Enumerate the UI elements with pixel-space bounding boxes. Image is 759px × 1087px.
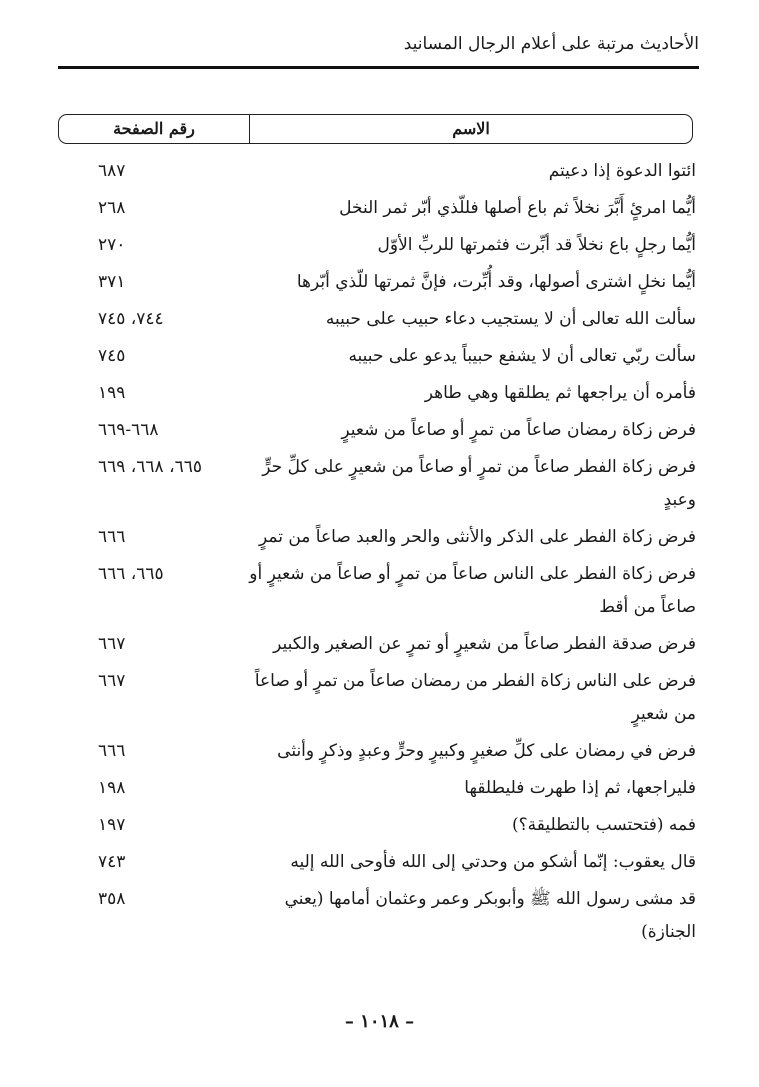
entry-pages: ٧٤٥ xyxy=(98,346,126,366)
entry-pages: ٦٦٨-٦٦٩ xyxy=(98,420,159,440)
index-entry xyxy=(58,558,698,624)
entry-name: فرض زكاة الفطر على الناس صاعاً من تمرٍ أو صاعاً من شعيرٍ أو صاعاً من أقط xyxy=(249,564,696,617)
entry-pages: ٦٦٧ xyxy=(98,634,126,654)
entry-pages: ٦٨٧ xyxy=(98,161,126,181)
entry-pages: ١٩٧ xyxy=(98,815,126,835)
index-entry xyxy=(58,809,698,842)
entry-name: سألت الله تعالى أن لا يستجيب دعاء حبيب على حبيبه xyxy=(325,309,696,329)
index-entry xyxy=(58,340,698,373)
entry-name: أيُّما امرئٍ أَبَّرَ نخلاً ثم باع أصلها فللّذي أبّر ثمر النخل xyxy=(339,198,696,218)
entry-name: فرض على الناس زكاة الفطر من رمضان صاعاً من تمرٍ أو صاعاً من شعيرٍ xyxy=(254,671,696,724)
header-rule xyxy=(58,66,699,69)
entry-name: فأمره أن يراجعها ثم يطلقها وهي طاهر xyxy=(424,383,696,403)
index-entry xyxy=(58,665,698,731)
entry-name: فرض صدقة الفطر صاعاً من شعيرٍ أو تمرٍ عن الصغير والكبير xyxy=(273,634,696,654)
index-entry xyxy=(58,772,698,805)
entry-name: فرض زكاة الفطر على الذكر والأنثى والحر والعبد صاعاً من تمرٍ xyxy=(259,527,696,547)
index-entry xyxy=(58,414,698,447)
entry-name: أيُّما نخلٍ اشترى أصولها، وقد أُبِّرت، فإنَّ ثمرتها للّذي أبّرها xyxy=(296,272,696,292)
index-entry xyxy=(58,628,698,661)
index-entries xyxy=(58,155,698,953)
index-entry xyxy=(58,303,698,336)
entry-name: قد مشى رسول الله ﷺ وأبوبكر وعمر وعثمان أمامها (يعني الجنازة) xyxy=(284,889,696,942)
entry-name: فمه (فتحتسب بالتطليقة؟) xyxy=(511,815,696,835)
entry-pages: ١٩٩ xyxy=(98,383,126,403)
entry-name: فرض زكاة رمضان صاعاً من تمرٍ أو صاعاً من شعيرٍ xyxy=(341,420,696,440)
entry-pages: ٧٤٣ xyxy=(98,852,126,872)
column-header xyxy=(58,114,693,144)
entry-pages: ٣٥٨ xyxy=(98,889,126,909)
entry-pages: ٦٦٦ xyxy=(98,527,126,547)
index-entry xyxy=(58,451,698,517)
entry-pages: ٣٧١ xyxy=(98,272,126,292)
entry-pages: ٦٦٥، ٦٦٨، ٦٦٩ xyxy=(98,457,202,477)
entry-name: قال يعقوب: إنّما أشكو من وحدتي إلى الله فأوحى الله إليه xyxy=(290,852,696,872)
entry-name: أيُّما رجلٍ باع نخلاً قد أبِّرت فثمرتها للربِّ الأوّل xyxy=(377,235,696,255)
index-entry xyxy=(58,192,698,225)
index-entry xyxy=(58,846,698,879)
entry-name: سألت ربّي تعالى أن لا يشفع حبيباً يدعو على حبيبه xyxy=(348,346,696,366)
entry-pages: ٦٦٦ xyxy=(98,741,126,761)
entry-pages: ٦٦٧ xyxy=(98,671,126,691)
index-entry xyxy=(58,521,698,554)
index-entry xyxy=(58,155,698,188)
entry-name: ائتوا الدعوة إذا دعيتم xyxy=(548,161,696,181)
index-entry xyxy=(58,883,698,949)
index-entry xyxy=(58,735,698,768)
entry-pages: ٢٧٠ xyxy=(98,235,126,255)
entry-pages: ٦٦٥، ٦٦٦ xyxy=(98,564,164,584)
entry-pages: ٢٦٨ xyxy=(98,198,126,218)
running-head: الأحاديث مرتبة على أعلام الرجال المسانيد xyxy=(403,34,699,54)
index-entry xyxy=(58,229,698,262)
index-entry xyxy=(58,266,698,299)
page-number: – ١٠١٨ – xyxy=(344,1011,415,1032)
entry-name: فرض في رمضان على كلِّ صغيرٍ وكبيرٍ وحرٍّ وعبدٍ وذكرٍ وأنثى xyxy=(277,741,696,761)
index-entry xyxy=(58,377,698,410)
column-header-name: الاسم xyxy=(249,115,692,143)
entry-name: فليراجعها، ثم إذا طهرت فليطلقها xyxy=(464,778,696,798)
entry-name: فرض زكاة الفطر صاعاً من تمرٍ أو صاعاً من شعيرٍ على كلِّ حرٍّ وعبدٍ xyxy=(262,457,696,510)
column-header-page: رقم الصفحة xyxy=(113,119,195,138)
entry-pages: ٧٤٤، ٧٤٥ xyxy=(98,309,164,329)
entry-pages: ١٩٨ xyxy=(98,778,126,798)
